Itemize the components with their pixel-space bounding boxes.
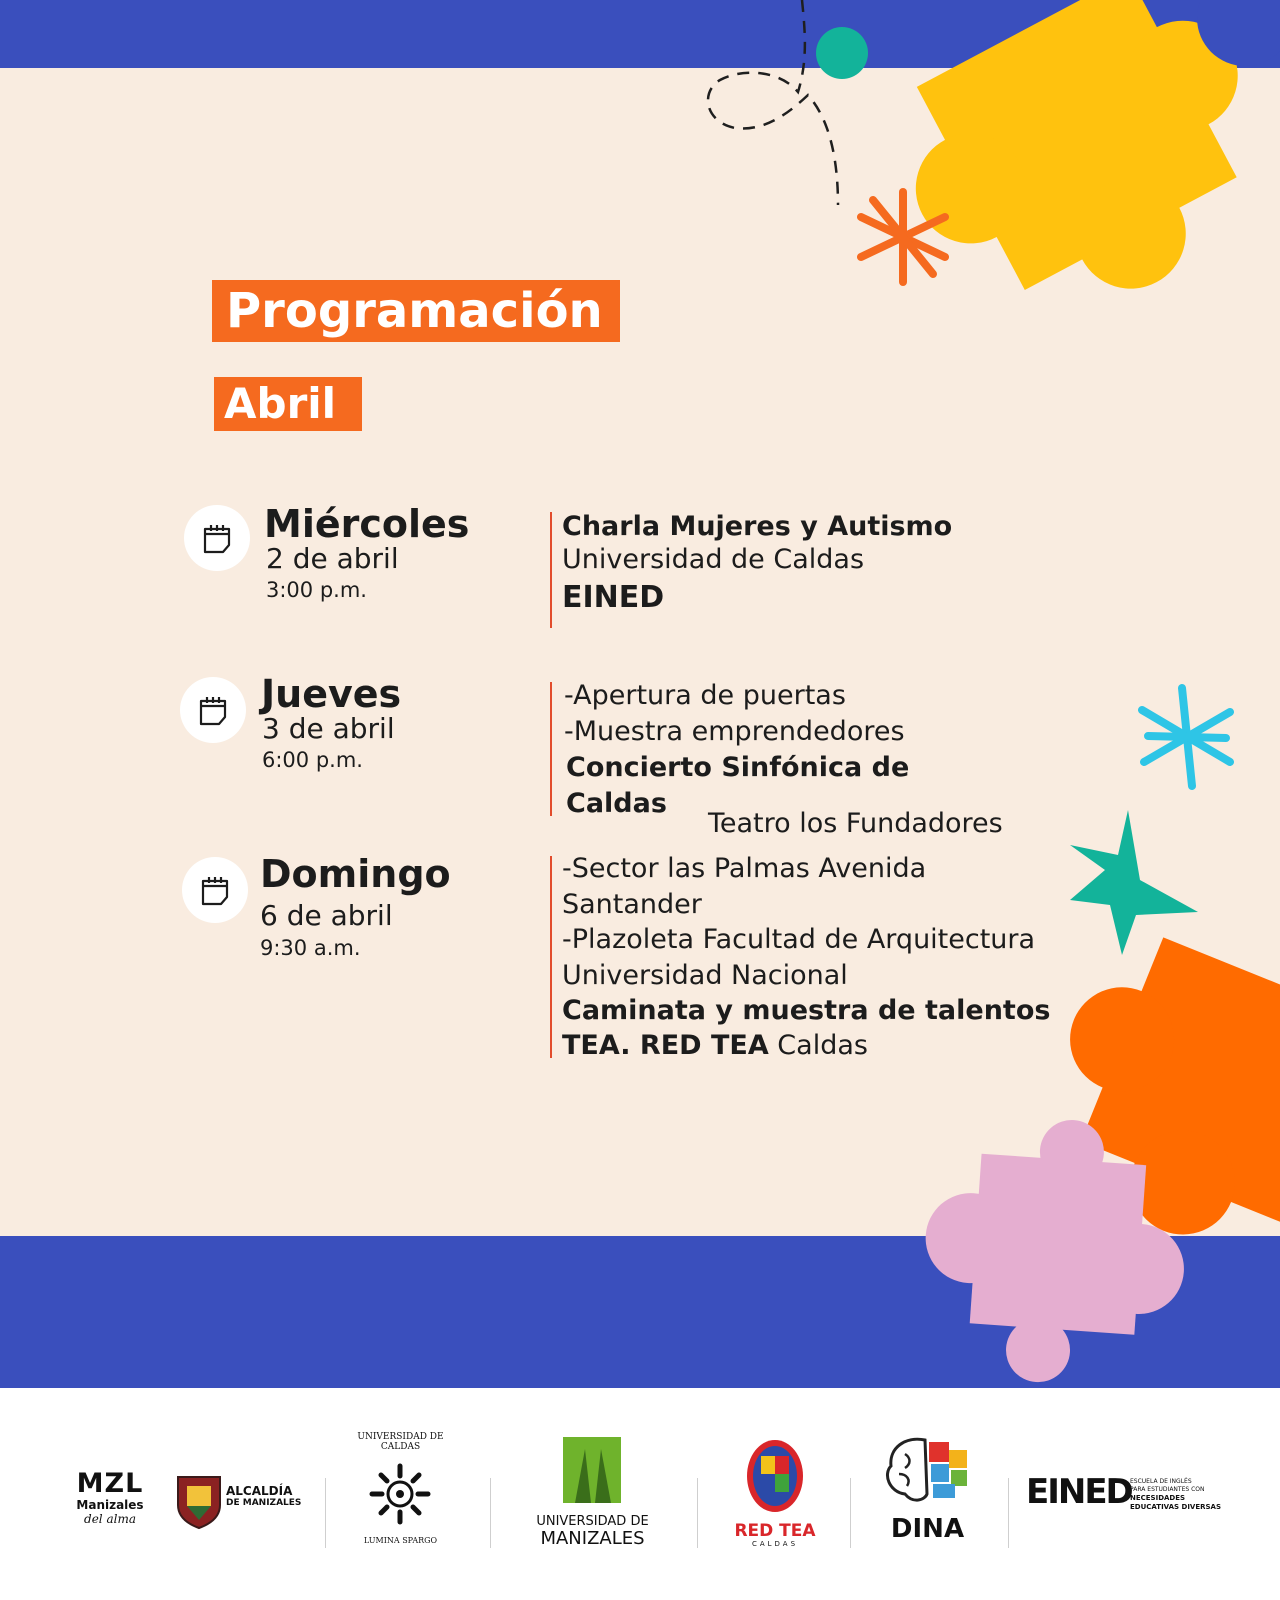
mzl-logo-sub: Manizales	[76, 1498, 144, 1512]
eined-line1: ESCUELA DE INGLÉS	[1130, 1478, 1192, 1485]
event-divider	[550, 856, 552, 1058]
puzzle-heart-icon	[725, 1438, 825, 1518]
mzl-logo-mark: MZL	[76, 1468, 144, 1499]
ucaldas-motto: LUMINA SPARGO	[363, 1536, 438, 1545]
red-tea-name: RED TEA	[734, 1521, 816, 1541]
ucaldas-ring-text: UNIVERSIDAD DE CALDAS	[357, 1432, 444, 1452]
logo-divider	[1008, 1478, 1009, 1548]
calendar-icon	[195, 692, 231, 728]
event-location: -Sector las Palmas Avenida	[562, 853, 927, 884]
alcaldia-line1: ALCALDÍA	[226, 1484, 293, 1498]
event-day: Jueves	[261, 672, 402, 716]
event-activity: -Apertura de puertas	[564, 680, 846, 711]
universidad-de-caldas-logo	[338, 1432, 463, 1551]
eined-logo-mark: EINED	[1026, 1472, 1132, 1512]
event-organizer-bold: TEA. RED TEA	[562, 1030, 769, 1061]
event-time: 6:00 p.m.	[262, 748, 363, 772]
event-organizer-rest: Caldas	[768, 1030, 868, 1061]
event-date: 2 de abril	[266, 542, 399, 575]
red-tea-logo	[725, 1438, 825, 1548]
event-divider	[550, 512, 552, 628]
month-label: Abril	[214, 377, 362, 431]
coat-of-arms-icon	[175, 1474, 223, 1530]
top-blue-band	[0, 0, 1280, 68]
event-title: Concierto Sinfónica de	[566, 752, 910, 783]
alcaldia-shield	[175, 1474, 223, 1530]
alcaldia-line2: DE MANIZALES	[226, 1498, 302, 1508]
event-date: 3 de abril	[262, 712, 395, 745]
calendar-icon	[197, 872, 233, 908]
event-location-continued: Santander	[562, 889, 702, 920]
red-tea-sub: CALDAS	[751, 1540, 799, 1548]
event-day: Miércoles	[264, 502, 470, 546]
event-divider	[550, 682, 552, 816]
universidad-de-manizales-logo	[515, 1435, 670, 1549]
eined-description	[1130, 1478, 1230, 1514]
event-time: 3:00 p.m.	[266, 578, 367, 602]
alcaldia-logo	[226, 1484, 306, 1524]
event-venue: Teatro los Fundadores	[708, 808, 1003, 839]
event-location-continued: Universidad Nacional	[562, 960, 848, 991]
dina-logo	[875, 1432, 980, 1547]
event-day: Domingo	[260, 852, 451, 896]
event-title-continued: Caldas	[566, 788, 667, 819]
event-venue: Universidad de Caldas	[562, 544, 865, 575]
event-activity: -Muestra emprendedores	[564, 716, 905, 747]
event-title: Caminata y muestra de talentos	[562, 995, 1051, 1026]
event-organizer	[562, 1029, 868, 1063]
event-location: -Plazoleta Facultad de Arquitectura	[562, 924, 1036, 955]
calendar-badge	[180, 677, 246, 743]
eined-logo	[1026, 1470, 1132, 1516]
sun-seal-icon	[338, 1436, 463, 1551]
logo-divider	[697, 1478, 698, 1548]
eined-line2: PARA ESTUDIANTES CON	[1130, 1486, 1205, 1493]
umanizales-line1: UNIVERSIDAD DE	[536, 1514, 649, 1529]
eined-line4: EDUCATIVAS DIVERSAS	[1130, 1503, 1222, 1511]
umanizales-emblem-icon	[515, 1435, 670, 1510]
calendar-badge	[184, 505, 250, 571]
event-title: Charla Mujeres y Autismo	[562, 511, 953, 542]
bottom-blue-band	[0, 1236, 1280, 1388]
logo-divider	[325, 1478, 326, 1548]
event-time: 9:30 a.m.	[260, 936, 361, 960]
eined-line3: NECESIDADES	[1130, 1494, 1186, 1502]
mzl-logo	[60, 1470, 160, 1540]
logo-divider	[490, 1478, 491, 1548]
calendar-icon	[199, 520, 235, 556]
brain-puzzle-icon	[875, 1432, 980, 1510]
event-organizer: EINED	[562, 580, 665, 615]
mzl-logo-script: del alma	[84, 1512, 136, 1526]
calendar-badge	[182, 857, 248, 923]
page-title: Programación	[212, 280, 620, 342]
umanizales-line2: MANIZALES	[540, 1528, 645, 1549]
dina-name: DINA	[890, 1514, 965, 1544]
event-date: 6 de abril	[260, 899, 393, 932]
logo-divider	[850, 1478, 851, 1548]
